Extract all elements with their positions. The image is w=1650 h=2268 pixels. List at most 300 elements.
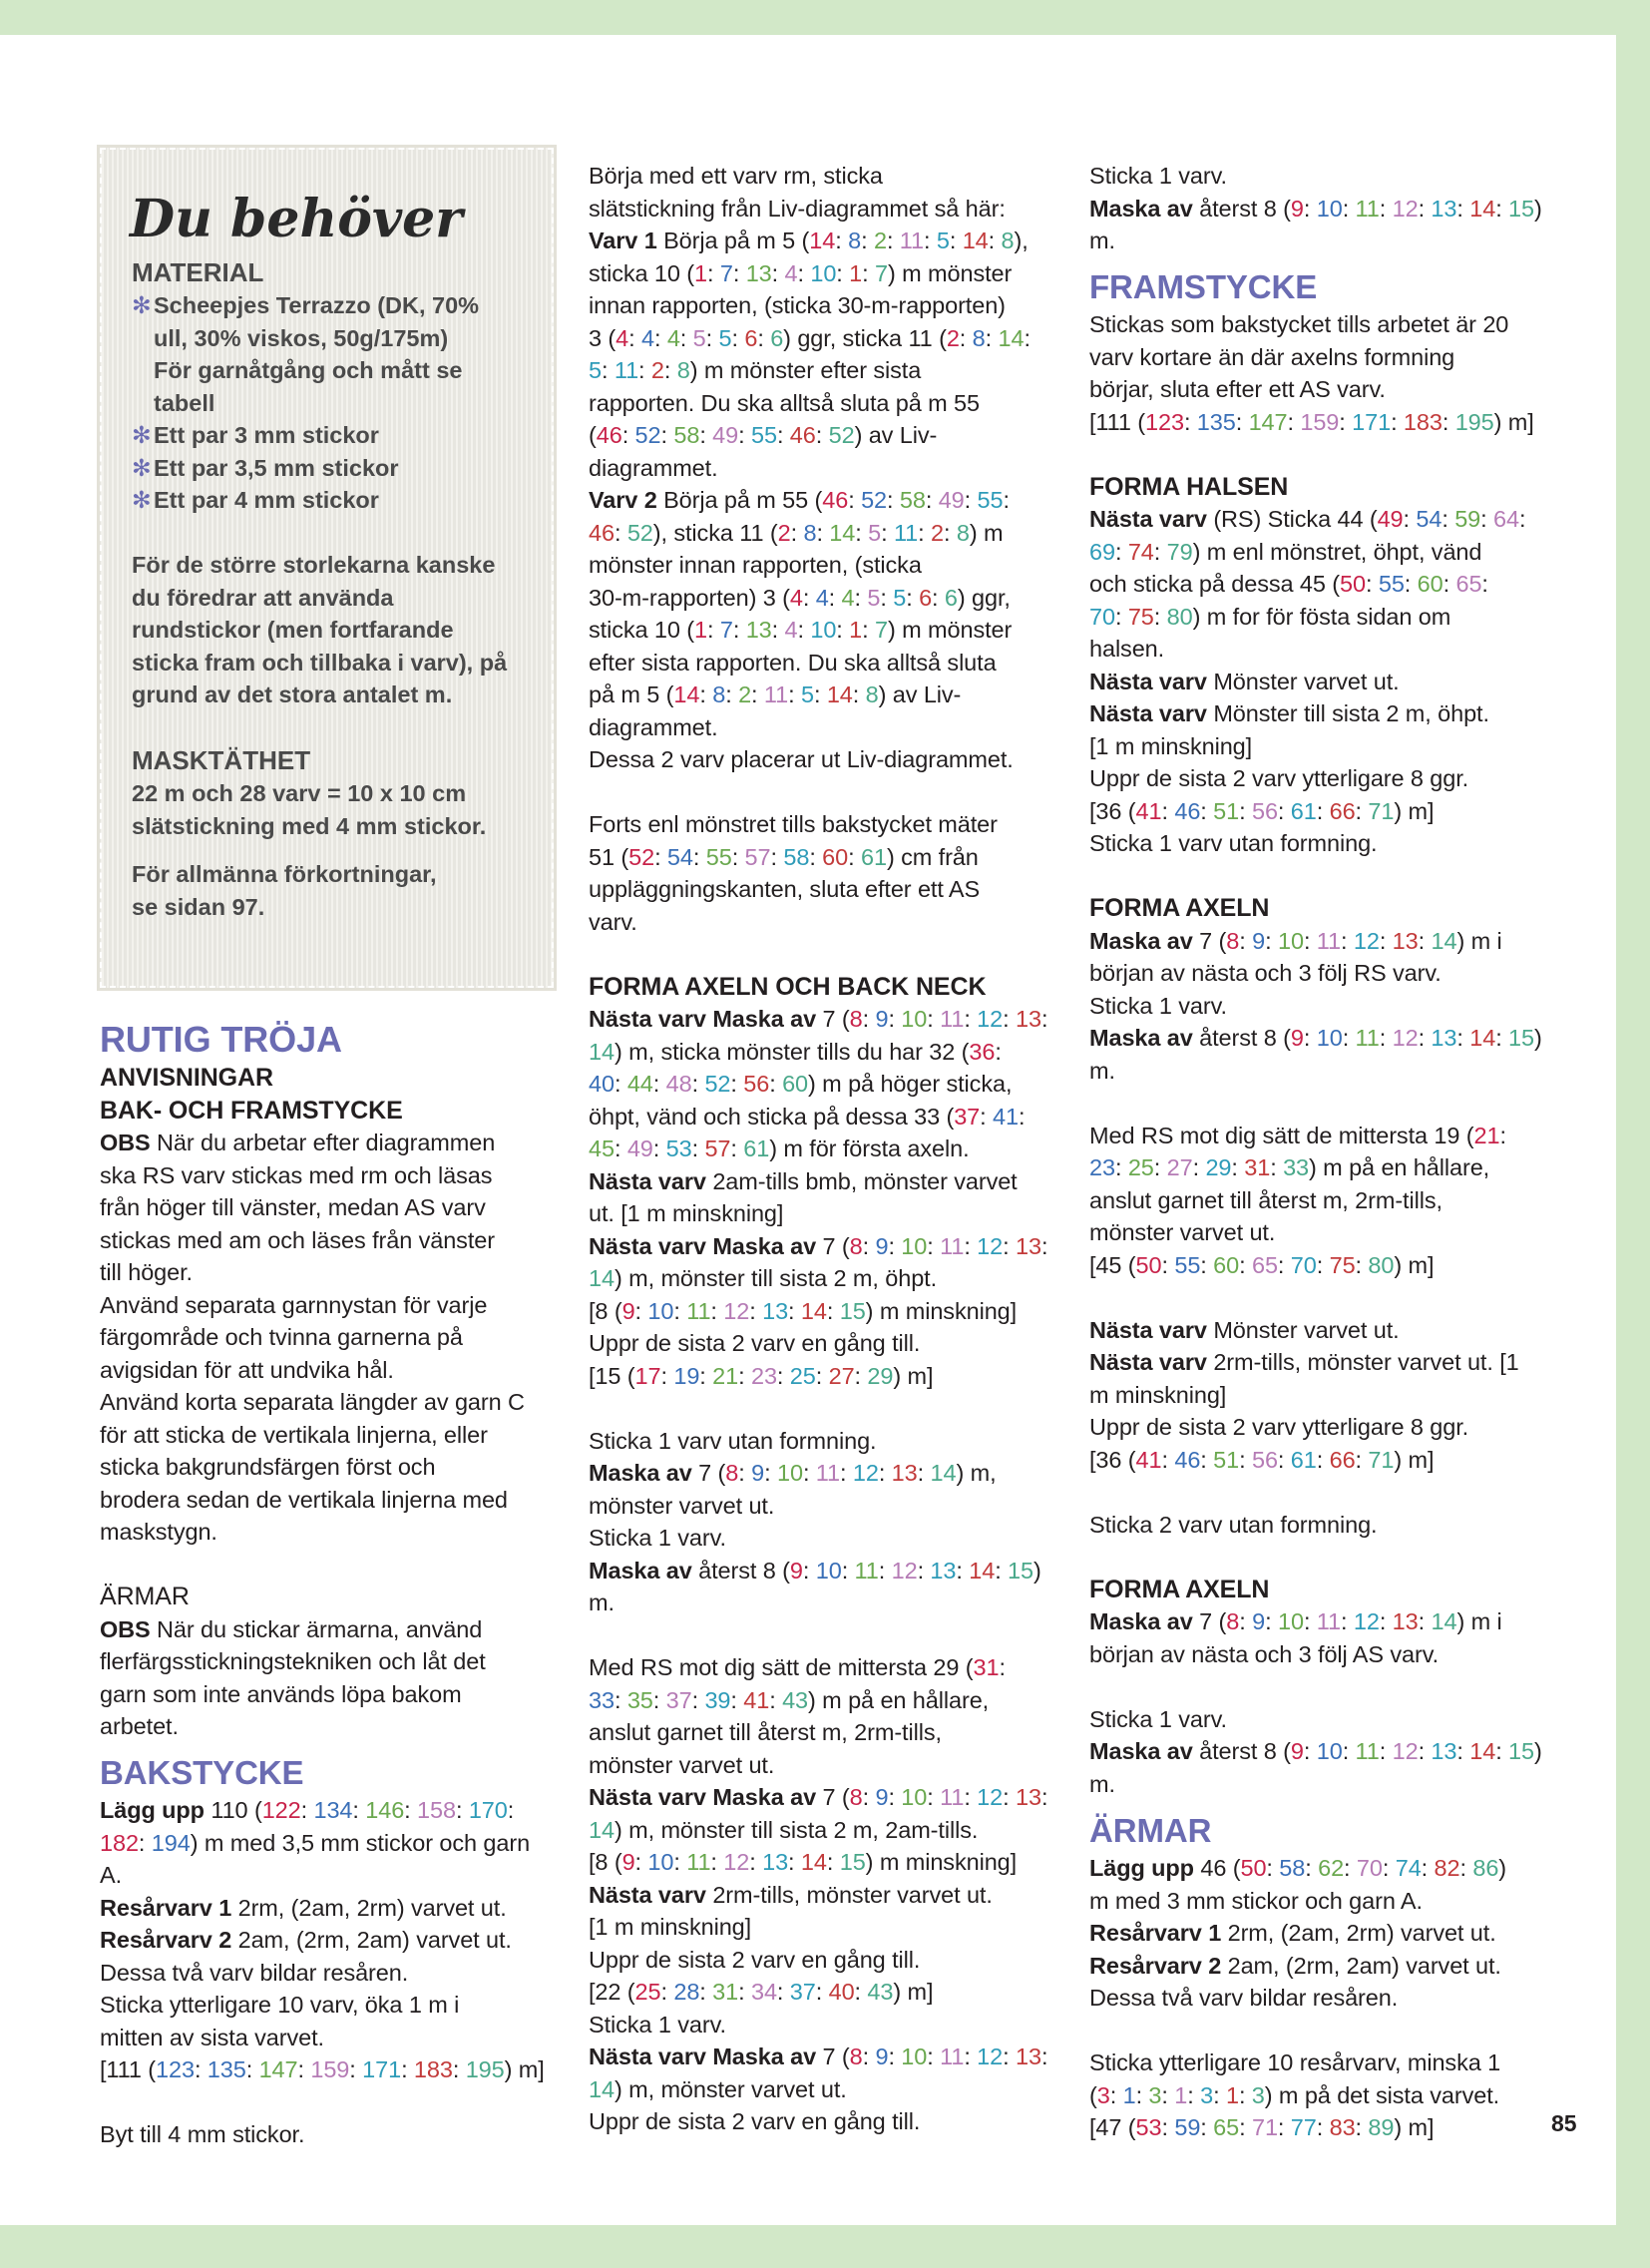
text-run: När du stickar ärmarna, använd bbox=[150, 1615, 483, 1642]
text-run: ) m] bbox=[1394, 2114, 1435, 2140]
size-value: 13 bbox=[1392, 927, 1419, 954]
bold-term: Resårvarv 1 bbox=[100, 1894, 232, 1921]
size-value: 7 bbox=[719, 617, 733, 643]
text-run: ) m på det sista varvet. bbox=[1264, 2081, 1500, 2108]
size-value: 5 bbox=[893, 584, 907, 611]
gauge-text bbox=[132, 777, 541, 842]
size-value: 51 bbox=[1213, 1446, 1240, 1473]
size-value: 40 bbox=[828, 1979, 855, 2005]
text-run: : bbox=[455, 1797, 469, 1824]
size-value: 14 bbox=[826, 681, 853, 707]
text-run: : bbox=[1339, 408, 1353, 435]
size-value: 6 bbox=[770, 324, 784, 351]
text-run: [8 ( bbox=[589, 1297, 622, 1324]
text-run: : bbox=[1135, 2081, 1149, 2108]
size-value: 50 bbox=[1135, 1251, 1162, 1278]
size-value: 12 bbox=[1392, 1738, 1419, 1765]
text-line: ut. [1 m minskning] bbox=[589, 1200, 784, 1226]
abbreviations-note bbox=[132, 858, 541, 923]
text-run: ) m] bbox=[893, 1362, 934, 1389]
size-value: 2 bbox=[777, 519, 791, 546]
text-line: Sticka ytterligare 10 resårvarv, minska 1 bbox=[1089, 2049, 1501, 2075]
size-value: 6 bbox=[744, 324, 758, 351]
text-run: ) ggr, sticka 11 ( bbox=[783, 324, 947, 351]
size-value: 41 bbox=[993, 1103, 1019, 1130]
needle-note bbox=[132, 549, 541, 711]
bold-term: Nästa varv bbox=[589, 1881, 706, 1908]
text-line: avigsidan för att undvika hål. bbox=[100, 1356, 394, 1383]
size-value: 7 bbox=[875, 259, 888, 286]
size-value: 12 bbox=[977, 1784, 1004, 1810]
text-run: ) m, mönster varvet ut. bbox=[614, 2075, 847, 2102]
text-run: ) m bbox=[969, 519, 1004, 546]
text-line: mönster varvet ut. bbox=[589, 1751, 775, 1778]
text-run: : bbox=[1418, 1608, 1432, 1635]
text-run: : bbox=[1379, 195, 1393, 222]
text-run: 7 ( bbox=[1192, 1608, 1227, 1635]
size-value: 71 bbox=[1251, 2114, 1278, 2140]
text-run: : bbox=[652, 1686, 666, 1713]
bold-term: Nästa varv Maska av bbox=[589, 2043, 817, 2069]
material-heading: MATERIAL bbox=[132, 257, 264, 287]
bold-term: Nästa varv bbox=[1089, 668, 1207, 694]
text-line bbox=[1089, 503, 1578, 536]
text-run: : bbox=[654, 843, 667, 870]
size-value: 8 bbox=[956, 519, 970, 546]
text-run: : bbox=[995, 1038, 1002, 1065]
text-run: : bbox=[194, 2056, 207, 2083]
size-value: 23 bbox=[1089, 1154, 1115, 1181]
size-value: 12 bbox=[1353, 1608, 1380, 1635]
size-value: 12 bbox=[852, 1460, 879, 1486]
text-run: ) m] bbox=[1493, 408, 1534, 435]
text-run: : bbox=[1238, 2081, 1252, 2108]
size-value: 69 bbox=[1089, 538, 1115, 565]
bold-term: Nästa varv Maska av bbox=[589, 1232, 817, 1259]
text-run: : bbox=[1287, 408, 1301, 435]
asterisk-bullet-icon: ✻ bbox=[132, 292, 152, 318]
text-run: : bbox=[638, 357, 651, 383]
text-line: arbetet. bbox=[100, 1713, 179, 1739]
text-run: : bbox=[1316, 1251, 1330, 1278]
size-value: 60 bbox=[822, 843, 849, 870]
text-line: För allmänna förkortningar, bbox=[132, 861, 437, 887]
material-item bbox=[132, 354, 541, 387]
text-run: ) m mönster bbox=[887, 617, 1013, 643]
size-value: 14 bbox=[962, 227, 989, 253]
text-line: Uppr de sista 2 varv en gång till. bbox=[589, 1330, 921, 1356]
asterisk-bullet-icon bbox=[132, 354, 154, 387]
size-value: 4 bbox=[784, 259, 798, 286]
text-run: : bbox=[1418, 1025, 1432, 1052]
text-run: ) m minskning] bbox=[865, 1849, 1018, 1875]
text-line bbox=[589, 1879, 1062, 1912]
text-line bbox=[589, 1165, 1062, 1198]
text-run: : bbox=[401, 2056, 414, 2083]
size-value: 46 bbox=[789, 422, 816, 448]
text-run: : bbox=[841, 1557, 855, 1584]
text-run: och sticka på dessa 45 ( bbox=[1089, 571, 1341, 598]
material-item bbox=[132, 289, 541, 322]
size-value: 53 bbox=[665, 1135, 692, 1161]
size-value: 5 bbox=[800, 681, 814, 707]
size-value: 74 bbox=[1395, 1855, 1422, 1881]
text-run: : bbox=[673, 1849, 687, 1875]
size-value: 14 bbox=[969, 1557, 996, 1584]
text-run: : bbox=[1382, 1855, 1396, 1881]
text-run: [47 ( bbox=[1089, 2114, 1136, 2140]
size-value: 7 bbox=[719, 259, 733, 286]
text-run: : bbox=[995, 1557, 1009, 1584]
size-value: 10 bbox=[1316, 1738, 1343, 1765]
text-line bbox=[589, 679, 1062, 711]
size-value: 14 bbox=[589, 2075, 615, 2102]
text-line: början av nästa och 3 följ RS varv. bbox=[1089, 960, 1442, 987]
text-line bbox=[589, 1230, 1062, 1263]
text-run: : bbox=[964, 1232, 978, 1259]
text-line bbox=[100, 1613, 561, 1646]
size-value: 56 bbox=[743, 1071, 770, 1097]
size-value: 8 bbox=[849, 1784, 863, 1810]
text-run: : bbox=[749, 1297, 763, 1324]
text-line bbox=[1089, 1151, 1578, 1184]
text-run: : bbox=[652, 1071, 666, 1097]
size-value: 9 bbox=[875, 1006, 889, 1032]
text-line: Sticka 1 varv. bbox=[589, 1525, 726, 1551]
text-line: Dessa två varv bildar resåren. bbox=[100, 1959, 409, 1986]
text-line bbox=[1089, 697, 1578, 730]
size-value: 9 bbox=[621, 1849, 635, 1875]
text-run: ) m mönster efter sista bbox=[689, 357, 922, 383]
text-run: återst 8 ( bbox=[691, 1557, 790, 1584]
text-run: : bbox=[673, 1297, 687, 1324]
size-value: 11 bbox=[1355, 1025, 1380, 1052]
text-line bbox=[1089, 536, 1578, 569]
size-value: 54 bbox=[1416, 506, 1443, 533]
size-value: 75 bbox=[1329, 1251, 1356, 1278]
size-value: 13 bbox=[745, 617, 772, 643]
size-value: 4 bbox=[784, 617, 798, 643]
size-value: 40 bbox=[589, 1071, 615, 1097]
text-run: : bbox=[797, 259, 811, 286]
size-value: 57 bbox=[704, 1135, 731, 1161]
text-run: : bbox=[699, 1362, 713, 1389]
size-value: 62 bbox=[1318, 1855, 1345, 1881]
size-value: 13 bbox=[1431, 1025, 1457, 1052]
size-value: 10 bbox=[901, 1232, 928, 1259]
size-value: 35 bbox=[626, 1686, 653, 1713]
text-run: : bbox=[1379, 1608, 1393, 1635]
section-heading: FORMA AXELN OCH BACK NECK bbox=[589, 972, 987, 1001]
text-run: : bbox=[1355, 2114, 1369, 2140]
size-value: 51 bbox=[1213, 797, 1240, 824]
text-run: : bbox=[854, 1362, 868, 1389]
text-line bbox=[589, 322, 1062, 355]
size-value: 66 bbox=[1329, 1446, 1356, 1473]
size-value: 1 bbox=[849, 617, 863, 643]
text-run: : bbox=[1316, 2114, 1330, 2140]
size-value: 52 bbox=[704, 1071, 731, 1097]
text-run: : bbox=[1114, 538, 1128, 565]
text-line: Sticka 2 varv utan formning. bbox=[1089, 1511, 1378, 1538]
size-value: 14 bbox=[930, 1460, 957, 1486]
size-value: 49 bbox=[1377, 506, 1404, 533]
size-value: 43 bbox=[782, 1686, 809, 1713]
size-value: 54 bbox=[666, 843, 693, 870]
size-value: 6 bbox=[944, 584, 958, 611]
text-line bbox=[589, 1781, 1062, 1814]
text-run: : bbox=[1418, 195, 1432, 222]
text-run: : bbox=[1499, 1122, 1506, 1148]
size-value: 13 bbox=[1015, 1232, 1041, 1259]
size-value: 27 bbox=[1166, 1154, 1193, 1181]
text-line bbox=[589, 1846, 1062, 1879]
text-line bbox=[589, 1295, 1062, 1328]
text-run: : bbox=[1040, 1232, 1048, 1259]
text-line: slätstickning med 4 mm stickor. bbox=[132, 812, 487, 839]
bold-term: Nästa varv bbox=[589, 1167, 706, 1194]
text-run: : bbox=[1239, 927, 1253, 954]
text-run: ) bbox=[1033, 1557, 1041, 1584]
text-run: : bbox=[1442, 408, 1455, 435]
text-run: : bbox=[980, 1103, 994, 1130]
text-run: : bbox=[452, 2056, 466, 2083]
text-run: : bbox=[836, 617, 850, 643]
spacer bbox=[1089, 1281, 1578, 1314]
size-value: 13 bbox=[1015, 1006, 1041, 1032]
text-run: 2am, (2rm, 2am) varvet ut. bbox=[1221, 1952, 1501, 1979]
text-run: ) m] bbox=[893, 1979, 934, 2005]
size-value: 11 bbox=[940, 1232, 965, 1259]
size-value: 10 bbox=[647, 1297, 674, 1324]
text-run: : bbox=[888, 1006, 902, 1032]
text-line bbox=[589, 841, 1062, 874]
spacer bbox=[1089, 1476, 1578, 1509]
text-line: mönster varvet ut. bbox=[589, 1492, 775, 1519]
size-value: 21 bbox=[1473, 1122, 1500, 1148]
text-run: : bbox=[1161, 1251, 1175, 1278]
size-value: 12 bbox=[723, 1849, 750, 1875]
size-value: 13 bbox=[1431, 1738, 1457, 1765]
size-value: 55 bbox=[1378, 571, 1405, 598]
text-run: : bbox=[738, 422, 751, 448]
text-run: återst 8 ( bbox=[1192, 1025, 1291, 1052]
size-value: 70 bbox=[1356, 1855, 1383, 1881]
size-value: 8 bbox=[848, 227, 862, 253]
text-run: : bbox=[949, 227, 963, 253]
size-value: 11 bbox=[1355, 195, 1380, 222]
text-line: Stickas som bakstycket tills arbetet är 20 bbox=[1089, 311, 1509, 338]
text-line bbox=[589, 1133, 1062, 1165]
size-value: 37 bbox=[954, 1103, 981, 1130]
size-value: 3 bbox=[1148, 2081, 1162, 2108]
text-line bbox=[1089, 1346, 1578, 1379]
bold-term: Lägg upp bbox=[1089, 1855, 1194, 1881]
text-run: : bbox=[1456, 1738, 1470, 1765]
spacer bbox=[589, 776, 1062, 809]
size-value: 11 bbox=[1316, 927, 1341, 954]
size-value: 80 bbox=[1368, 1251, 1395, 1278]
size-value: 10 bbox=[1277, 927, 1304, 954]
text-run: : bbox=[1365, 571, 1379, 598]
text-run: ) m, mönster till sista 2 m, 2am-tills. bbox=[614, 1816, 979, 1843]
text-line: Sticka ytterligare 10 varv, öka 1 m i bbox=[100, 1992, 460, 2019]
text-line bbox=[589, 1003, 1062, 1036]
size-value: 10 bbox=[901, 1006, 928, 1032]
size-value: 70 bbox=[1290, 1251, 1317, 1278]
section-heading: BAKSTYCKE bbox=[100, 1754, 304, 1792]
size-value: 2 bbox=[738, 681, 752, 707]
size-value: 122 bbox=[261, 1797, 301, 1824]
text-run: återst 8 ( bbox=[1192, 195, 1291, 222]
text-line bbox=[589, 1457, 1062, 1490]
text-run: : bbox=[1277, 1251, 1291, 1278]
text-run: : bbox=[601, 357, 615, 383]
text-run: : bbox=[738, 1979, 751, 2005]
text-line bbox=[1089, 1950, 1578, 1983]
text-run: : bbox=[852, 681, 866, 707]
page-number: 85 bbox=[1551, 2110, 1577, 2136]
text-run: : bbox=[710, 1297, 724, 1324]
size-value: 14 bbox=[809, 227, 836, 253]
size-value: 61 bbox=[743, 1135, 770, 1161]
text-run: : bbox=[888, 1784, 902, 1810]
size-value: 25 bbox=[634, 1979, 661, 2005]
text-run: : bbox=[679, 324, 693, 351]
text-run: : bbox=[776, 1979, 790, 2005]
text-run: : bbox=[826, 1849, 840, 1875]
text-run: ) av Liv- bbox=[854, 422, 938, 448]
text-run: 2am-tills bmb, mönster varvet bbox=[705, 1167, 1018, 1194]
size-value: 11 bbox=[763, 681, 789, 707]
text-line bbox=[589, 257, 1062, 290]
text-run: sticka 10 ( bbox=[589, 617, 694, 643]
bold-term: OBS bbox=[100, 1130, 151, 1155]
text-line bbox=[1089, 601, 1578, 634]
text-run: : bbox=[751, 681, 764, 707]
size-value: 66 bbox=[1329, 797, 1356, 824]
text-run: : bbox=[816, 519, 830, 546]
size-value: 158 bbox=[417, 1797, 456, 1824]
size-value: 14 bbox=[589, 1038, 615, 1065]
size-value: 39 bbox=[704, 1686, 731, 1713]
text-run: : bbox=[1239, 797, 1252, 824]
text-run: : bbox=[1114, 603, 1128, 630]
section-heading: RUTIG TRÖJA bbox=[100, 1019, 342, 1060]
text-run: : bbox=[507, 1797, 515, 1824]
section-heading: FORMA HALSEN bbox=[1089, 472, 1289, 501]
text-run: : bbox=[614, 1135, 627, 1161]
text-run: ) m for för fösta sidan om bbox=[1192, 603, 1451, 630]
size-value: 14 bbox=[998, 324, 1025, 351]
size-value: 74 bbox=[1127, 538, 1154, 565]
text-run: : bbox=[1459, 1855, 1473, 1881]
bold-term: Nästa varv bbox=[1089, 1349, 1207, 1376]
text-line: Sticka 1 varv utan formning. bbox=[1089, 830, 1378, 857]
text-line: Sticka 1 varv utan formning. bbox=[589, 1427, 877, 1454]
spacer bbox=[100, 1549, 561, 1582]
size-value: 65 bbox=[1251, 1251, 1278, 1278]
text-run: : bbox=[1421, 1855, 1435, 1881]
text-run: : bbox=[1495, 1025, 1509, 1052]
text-run: [8 ( bbox=[589, 1849, 622, 1875]
size-value: 19 bbox=[673, 1362, 700, 1389]
text-run: : bbox=[1153, 538, 1167, 565]
text-run: : bbox=[888, 1232, 902, 1259]
text-run: sticka 10 ( bbox=[589, 259, 694, 286]
text-run: : bbox=[1183, 408, 1197, 435]
text-run: ) m på en hållare, bbox=[1309, 1154, 1490, 1181]
text-run: 110 ( bbox=[204, 1797, 262, 1824]
size-value: 135 bbox=[1196, 408, 1236, 435]
text-run: : bbox=[404, 1797, 418, 1824]
text-run: : bbox=[1270, 1154, 1284, 1181]
text-line: 22 m och 28 varv = 10 x 10 cm bbox=[132, 780, 467, 806]
size-value: 49 bbox=[712, 422, 739, 448]
size-value: 9 bbox=[1252, 1608, 1266, 1635]
size-value: 8 bbox=[865, 681, 879, 707]
bold-term: Maska av bbox=[1089, 195, 1193, 222]
size-value: 55 bbox=[977, 487, 1004, 513]
size-value: 12 bbox=[891, 1557, 918, 1584]
text-run: : bbox=[840, 1460, 853, 1486]
text-run: : bbox=[1200, 1446, 1214, 1473]
size-value: 14 bbox=[1431, 927, 1457, 954]
text-run: : bbox=[854, 584, 868, 611]
text-run: : bbox=[1305, 1855, 1319, 1881]
text-line: Dessa två varv bildar resåren. bbox=[1089, 1985, 1399, 2011]
size-value: 3 bbox=[1251, 2081, 1265, 2108]
size-value: 23 bbox=[750, 1362, 777, 1389]
size-value: 3 bbox=[1200, 2081, 1214, 2108]
text-line bbox=[1089, 1444, 1578, 1477]
material-item bbox=[132, 419, 541, 452]
text-run: : bbox=[1379, 927, 1393, 954]
size-value: 1 bbox=[849, 259, 863, 286]
text-run: : bbox=[352, 1797, 366, 1824]
text-run: : bbox=[887, 487, 900, 513]
text-run: : bbox=[706, 617, 720, 643]
size-value: 58 bbox=[1279, 1855, 1306, 1881]
text-line: färgområde och tvinna garnerna på bbox=[100, 1324, 463, 1350]
text-run: : bbox=[1342, 195, 1356, 222]
text-run: : bbox=[836, 259, 850, 286]
text-run: : bbox=[925, 487, 939, 513]
text-run: ( bbox=[589, 422, 597, 448]
text-run: ), sticka 11 ( bbox=[652, 519, 778, 546]
size-value: 7 bbox=[875, 617, 888, 643]
text-line bbox=[589, 1651, 1062, 1684]
text-run: : bbox=[691, 1071, 705, 1097]
size-value: 71 bbox=[1368, 1446, 1395, 1473]
text-run: : bbox=[888, 2043, 902, 2069]
text-line: Uppr de sista 2 varv en gång till. bbox=[589, 2108, 921, 2134]
text-run: : bbox=[802, 1460, 816, 1486]
size-value: 10 bbox=[647, 1849, 674, 1875]
size-value: 43 bbox=[867, 1979, 894, 2005]
size-value: 8 bbox=[1226, 1608, 1240, 1635]
text-line: ska RS varv stickas med rm och läsas bbox=[100, 1161, 493, 1188]
text-run: [36 ( bbox=[1089, 1446, 1136, 1473]
size-value: 5 bbox=[589, 357, 602, 383]
text-line bbox=[1089, 1917, 1578, 1950]
size-value: 46 bbox=[596, 422, 622, 448]
text-run: : bbox=[944, 519, 957, 546]
text-run: 51 ( bbox=[589, 843, 629, 870]
text-run: : bbox=[848, 843, 861, 870]
material-text: Ett par 4 mm stickor bbox=[154, 487, 379, 513]
text-line bbox=[1089, 193, 1578, 226]
